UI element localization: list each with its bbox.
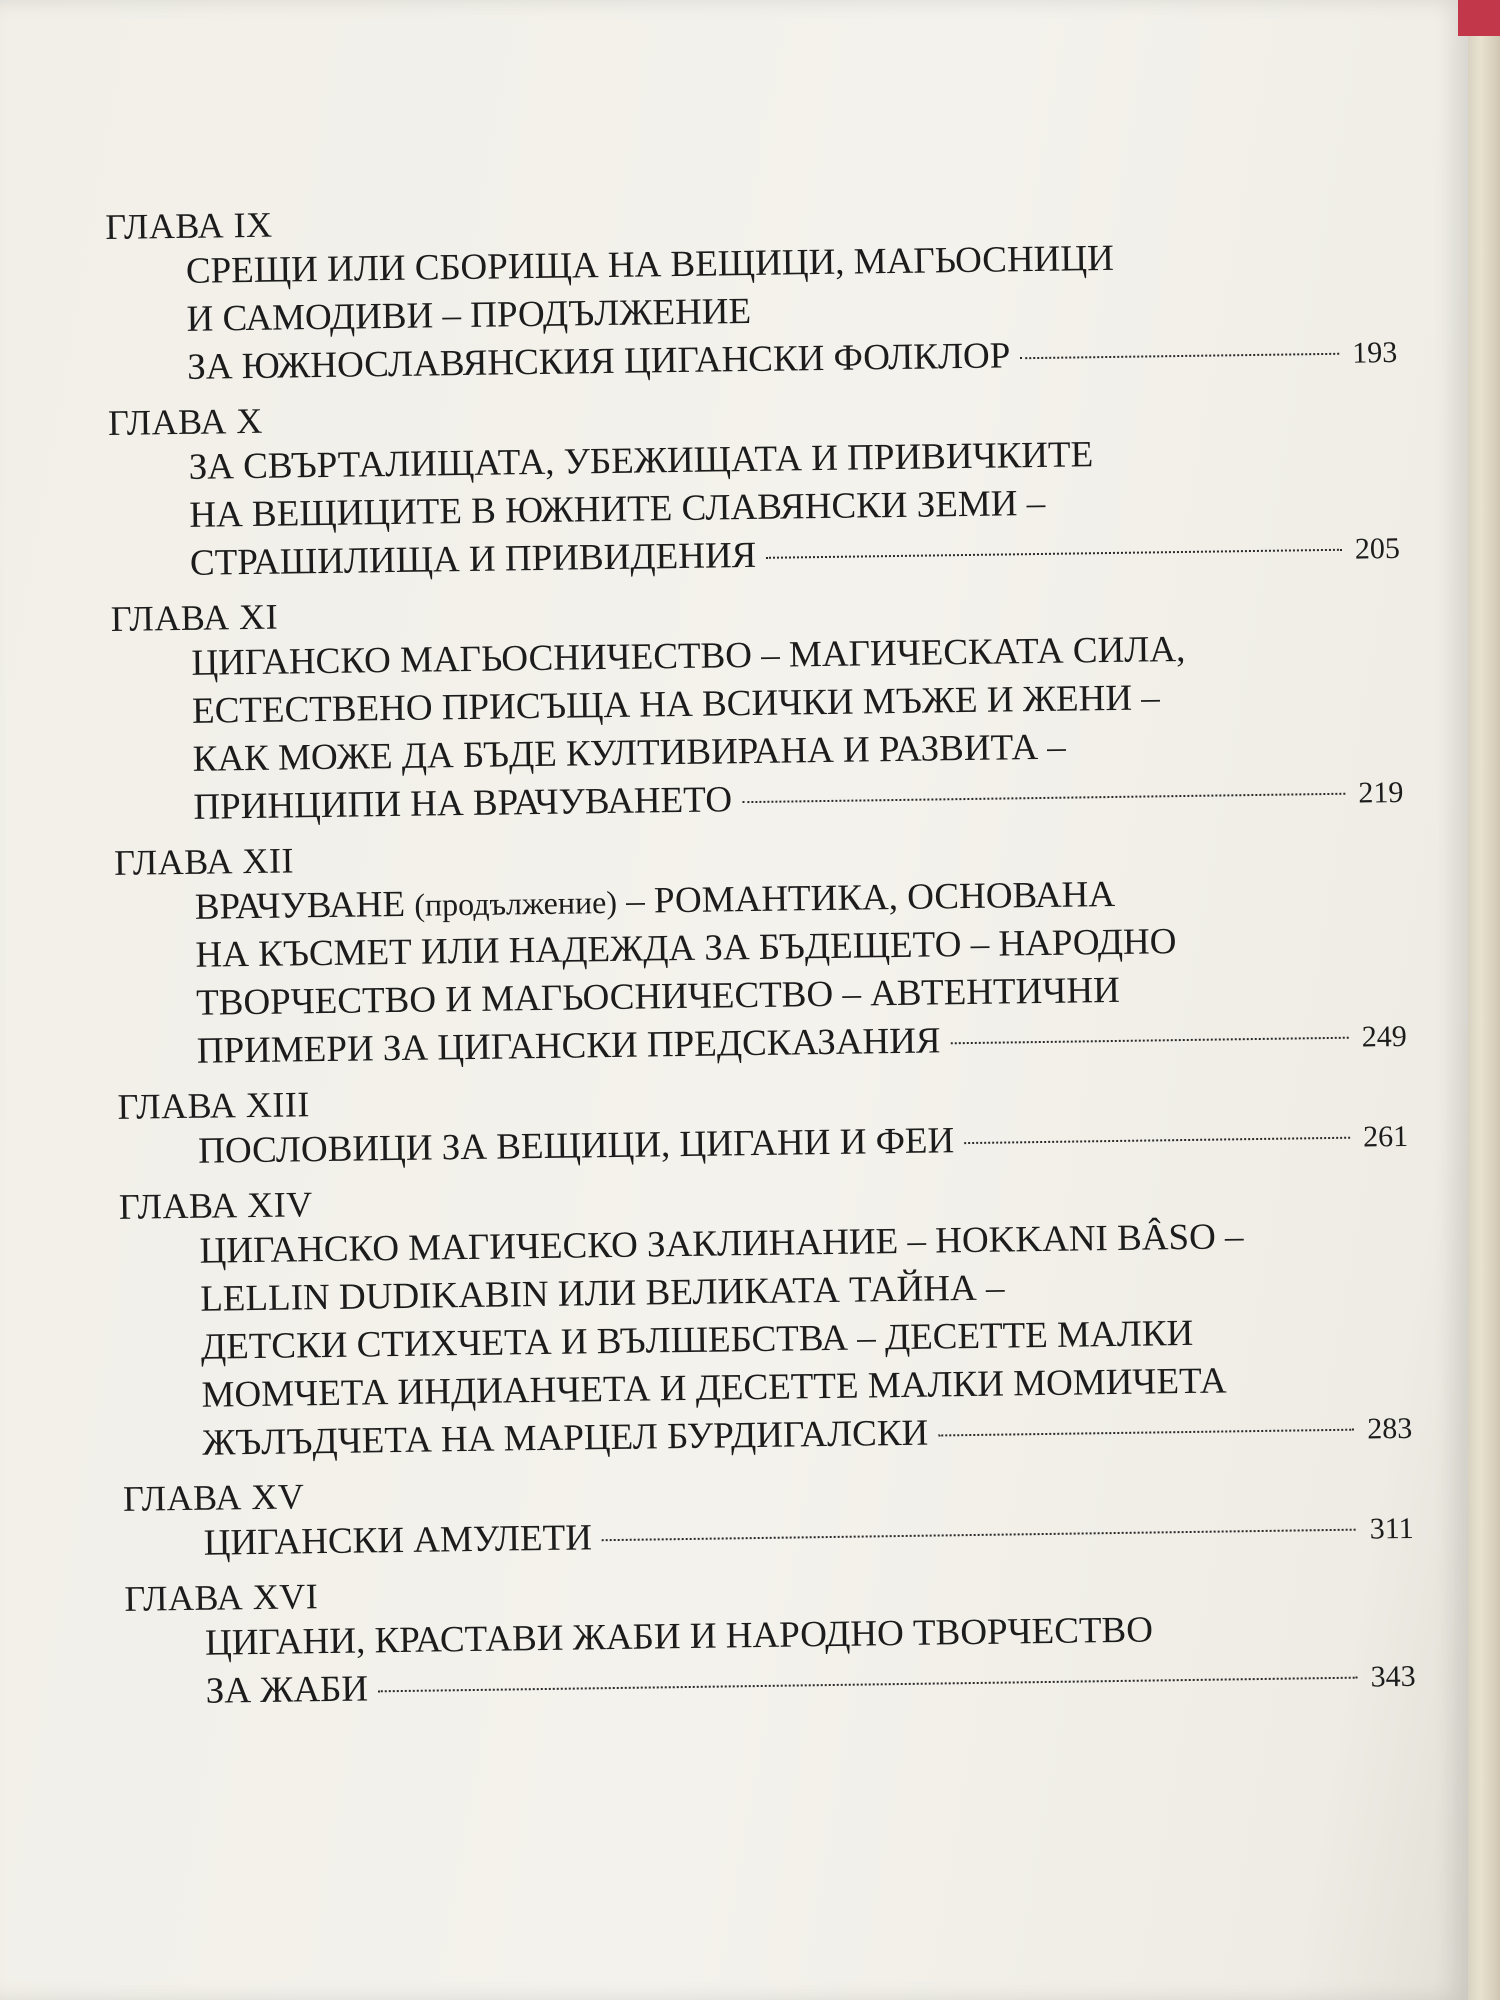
toc-entry-chapter-10 (108, 383, 1401, 591)
title-line: СРЕЩИ ИЛИ СБОРИЩА НА ВЕЩИЦИ, МАГЬОСНИЦИ (185, 237, 1115, 292)
title-line: ЦИГАНСКО МАГИЧЕСКО ЗАКЛИНАНИЕ – HOKKANI BÂSO – (199, 1216, 1244, 1272)
title-line: ДЕТСКИ СТИХЧЕТА И ВЪЛШЕБСТВА – ДЕСЕТТЕ МАЛКИ (200, 1312, 1194, 1368)
chapter-title (186, 231, 1398, 394)
title-line: ТВОРЧЕСТВО И МАГЬОСНИЧЕСТВО – АВТЕНТИЧНИ (195, 969, 1121, 1024)
title-line: СТРАШИЛИЩА И ПРИВИДЕНИЯ (189, 534, 757, 584)
title-line: ЦИГАНСКО МАГЬОСНИЧЕСТВО – МАГИЧЕСКАТА СИЛА, (191, 628, 1186, 684)
title-line: ЕСТЕСТВЕНО ПРИСЪЩА НА ВСИЧКИ МЪЖЕ И ЖЕНИ – (191, 677, 1161, 732)
title-text-lowercase: (продължение) (414, 883, 618, 923)
page-number: 205 (1354, 531, 1401, 566)
dot-leader (378, 1677, 1358, 1693)
dot-leader (964, 1137, 1350, 1144)
toc-entry-chapter-9 (105, 187, 1398, 395)
title-line: ЗА ЖАБИ (205, 1668, 369, 1712)
chapter-label: ГЛАВА XVI (124, 1576, 319, 1619)
title-text: – РОМАНТИКА, ОСНОВАНА (616, 873, 1116, 922)
page-number: 261 (1362, 1119, 1409, 1154)
toc-entry-chapter-16 (124, 1559, 1416, 1719)
title-line: ЦИГАНСКИ АМУЛЕТИ (203, 1517, 593, 1564)
page-number: 249 (1361, 1019, 1407, 1054)
page-number: 343 (1370, 1659, 1416, 1694)
bookmark-ribbon (1458, 0, 1500, 36)
chapter-label: ГЛАВА XII (113, 840, 295, 883)
toc-entry-chapter-11 (110, 579, 1403, 835)
title-line: ЗА СВЪРТАЛИЩАТА, УБЕЖИЩАТА И ПРИВИЧКИТЕ (188, 434, 1094, 488)
dot-leader (742, 793, 1345, 803)
toc-entry-chapter-13 (117, 1067, 1408, 1179)
title-line: ЗА ЮЖНОСЛАВЯНСКИЯ ЦИГАНСКИ ФОЛКЛОР (186, 335, 1011, 388)
title-line: ПРИМЕРИ ЗА ЦИГАНСКИ ПРЕДСКАЗАНИЯ (196, 1020, 941, 1072)
table-of-contents (105, 187, 1416, 1725)
page-number: 311 (1369, 1511, 1414, 1546)
title-line: ЖЪЛЪДЧЕТА НА МАРЦЕЛ БУРДИГАЛСКИ (202, 1412, 929, 1464)
chapter-label: ГЛАВА XIII (117, 1084, 311, 1127)
toc-entry-chapter-12 (114, 823, 1407, 1079)
dot-leader (602, 1529, 1356, 1542)
chapter-title (194, 867, 1407, 1078)
title-line: ПОСЛОВИЦИ ЗА ВЕЩИЦИ, ЦИГАНИ И ФЕИ (197, 1120, 955, 1172)
dot-leader (1020, 353, 1339, 359)
dot-leader (938, 1429, 1354, 1437)
title-text: ВРАЧУВАНЕ (194, 883, 415, 928)
page-edge (1468, 0, 1500, 2000)
title-line: LELLIN DUDIKABIN ИЛИ ВЕЛИКАТА ТАЙНА – (200, 1267, 1005, 1320)
title-line: НА КЪСМЕТ ИЛИ НАДЕЖДА ЗА БЪДЕЩЕТО – НАРОДНО (195, 921, 1177, 976)
chapter-title (205, 1603, 1416, 1718)
chapter-label: ГЛАВА IX (105, 204, 273, 247)
toc-entry-chapter-14 (119, 1167, 1413, 1471)
chapter-title (191, 623, 1404, 834)
page-number: 219 (1358, 775, 1404, 810)
chapter-label: ГЛАВА X (107, 400, 264, 443)
toc-entry-chapter-15 (123, 1459, 1414, 1571)
title-line: КАК МОЖЕ ДА БЪДЕ КУЛТИВИРАНА И РАЗВИТА – (192, 726, 1067, 780)
chapter-title (199, 1211, 1412, 1470)
chapter-title (188, 427, 1400, 590)
chapter-label: ГЛАВА XV (122, 1476, 305, 1519)
title-line: ПРИНЦИПИ НА ВРАЧУВАНЕТО (193, 779, 733, 828)
page-number: 193 (1351, 335, 1398, 370)
title-line: И САМОДИВИ – ПРОДЪЛЖЕНИЕ (186, 290, 752, 340)
dot-leader (951, 1037, 1349, 1045)
chapter-label: ГЛАВА XI (110, 596, 279, 639)
chapter-label: ГЛАВА XIV (118, 1184, 314, 1227)
dot-leader (766, 549, 1342, 559)
title-line: НА ВЕЩИЦИТЕ В ЮЖНИТЕ СЛАВЯНСКИ ЗЕМИ – (189, 482, 1046, 536)
title-line: МОМЧЕТА ИНДИАНЧЕТА И ДЕСЕТТЕ МАЛКИ МОМИЧЕТА (201, 1360, 1227, 1416)
page-number: 283 (1366, 1411, 1413, 1446)
title-line: ЦИГАНИ, КРАСТАВИ ЖАБИ И НАРОДНО ТВОРЧЕСТВО (204, 1609, 1154, 1664)
